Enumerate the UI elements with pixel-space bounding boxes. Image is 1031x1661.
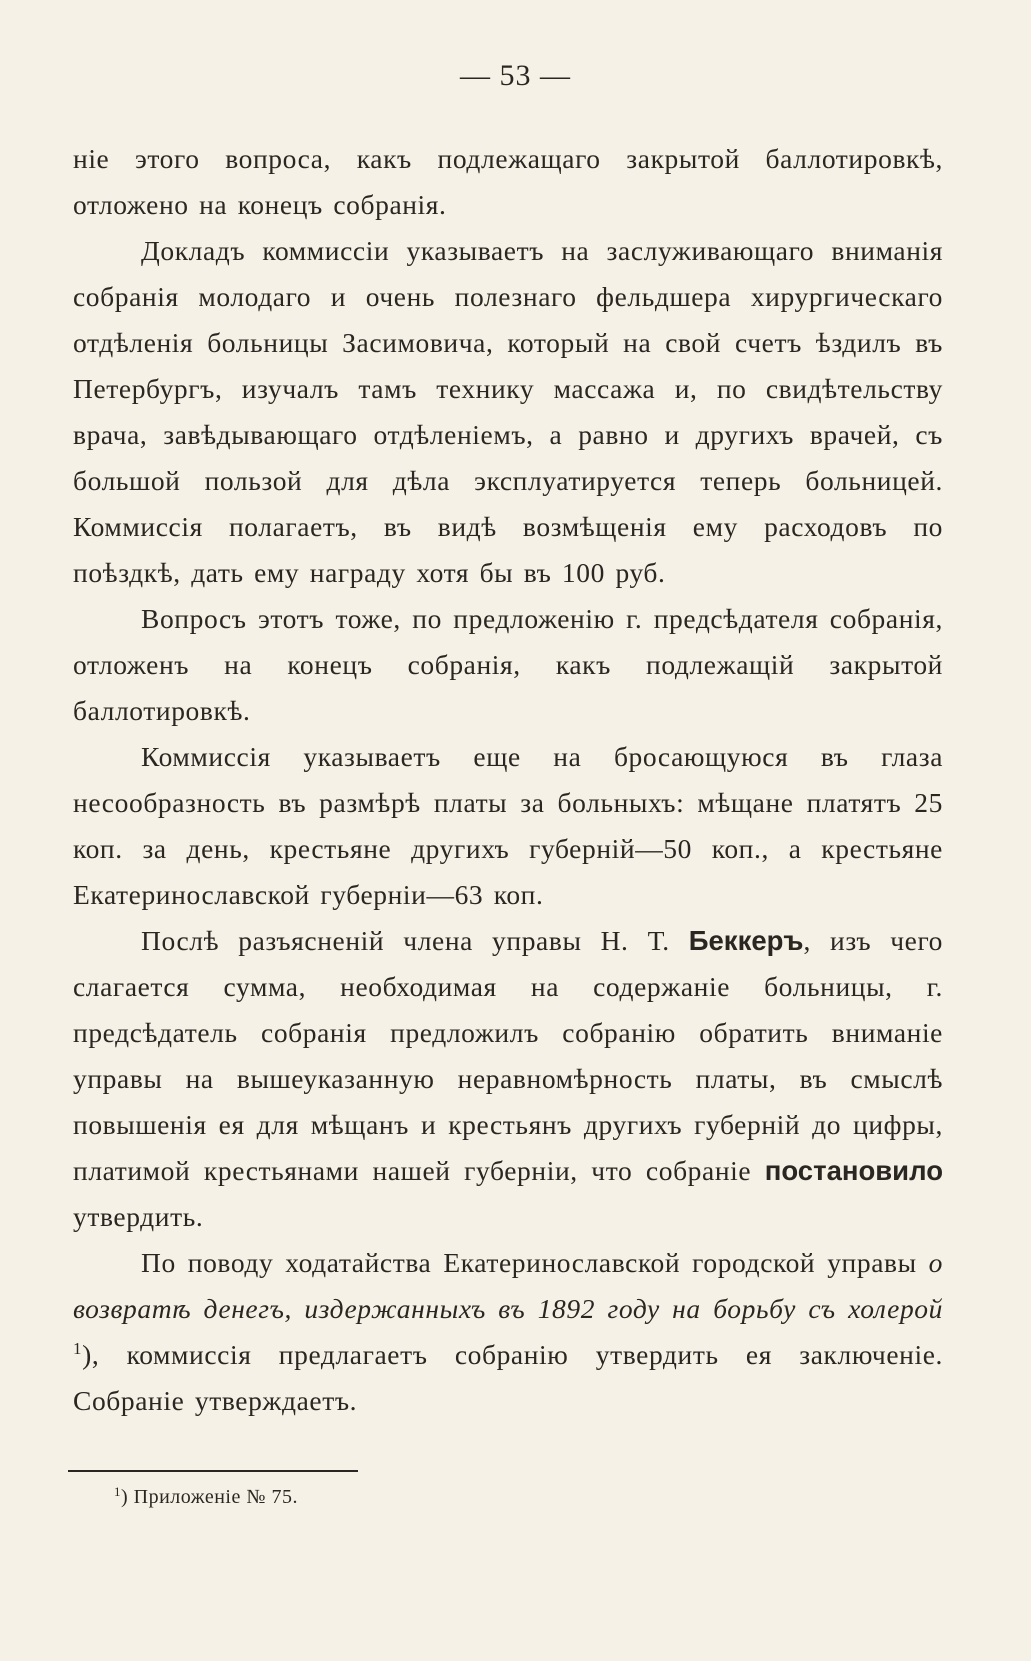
paragraph-4: Коммиссія указываетъ еще на бросающуюся въ глаза несообразность въ размѣрѣ платы за больныхъ: мѣщане платятъ 25 коп. за день, крестьяне другихъ губерній—50 коп., а крестьяне Екатеринославской губерніи—63 коп.	[73, 741, 943, 910]
page-number: — 53 —	[460, 59, 571, 92]
footnote-reference: 1	[73, 1339, 83, 1358]
footnote-divider	[68, 1470, 358, 1472]
paragraph-5-text-e: утвердить.	[73, 1201, 204, 1232]
footnote	[114, 1482, 298, 1512]
paragraph-6-text-c: ), коммиссія предлагаетъ собранію утвердить ея заключеніе. Собраніе утверждаетъ.	[73, 1339, 943, 1416]
surname-bekker: Беккеръ	[688, 925, 804, 956]
paragraph-6-text-a: По поводу ходатайства Екатеринославской городской управы	[141, 1247, 929, 1278]
footnote-text: ) Приложеніе № 75.	[121, 1486, 298, 1508]
paragraph-3: Вопросъ этотъ тоже, по предложенію г. предсѣдателя собранія, отложенъ на конецъ собранія, какъ подлежащій закрытой баллотировкѣ.	[73, 603, 943, 726]
footnote-marker: 1	[114, 1484, 121, 1499]
paragraph-6	[73, 1240, 943, 1424]
paragraph-1: ніе этого вопроса, какъ подлежащаго закрытой баллотировкѣ, отложено на конецъ собранія.	[73, 143, 943, 220]
resolved-word: постановило	[764, 1155, 943, 1186]
body-text	[73, 136, 943, 1424]
paragraph-5-text-a: Послѣ разъясненій члена управы Н. Т.	[141, 925, 689, 956]
paragraph-5-text-c: , изъ чего слагается сумма, необходимая на содержаніе больницы, г. предсѣдатель собранія предложилъ собранію обратить вниманіе управы на вышеуказанную неравномѣрность платы, въ смыслѣ повышенія ея для мѣщанъ и крестьянъ другихъ губерній до цифры, платимой крестьянами нашей губерніи, что собраніе	[73, 925, 943, 1186]
paragraph-6-italic: о возвратѣ денегъ, издержанныхъ въ 1892 году на борьбу съ холерой	[73, 1247, 943, 1324]
paragraph-5	[73, 918, 943, 1240]
paragraph-2: Докладъ коммиссіи указываетъ на заслуживающаго вниманія собранія молодаго и очень полезнаго фельдшера хирургическаго отдѣленія больницы Засимовича, который на свой счетъ ѣздилъ въ Петербургъ, изучалъ тамъ технику массажа и, по свидѣтельству врача, завѣдывающаго отдѣленіемъ, а равно и другихъ врачей, съ большой пользой для дѣла эксплуатируется теперь больницей. Коммиссія полагаетъ, въ видѣ возмѣщенія ему расходовъ по поѣздкѣ, дать ему награду хотя бы въ 100 руб.	[73, 235, 943, 588]
